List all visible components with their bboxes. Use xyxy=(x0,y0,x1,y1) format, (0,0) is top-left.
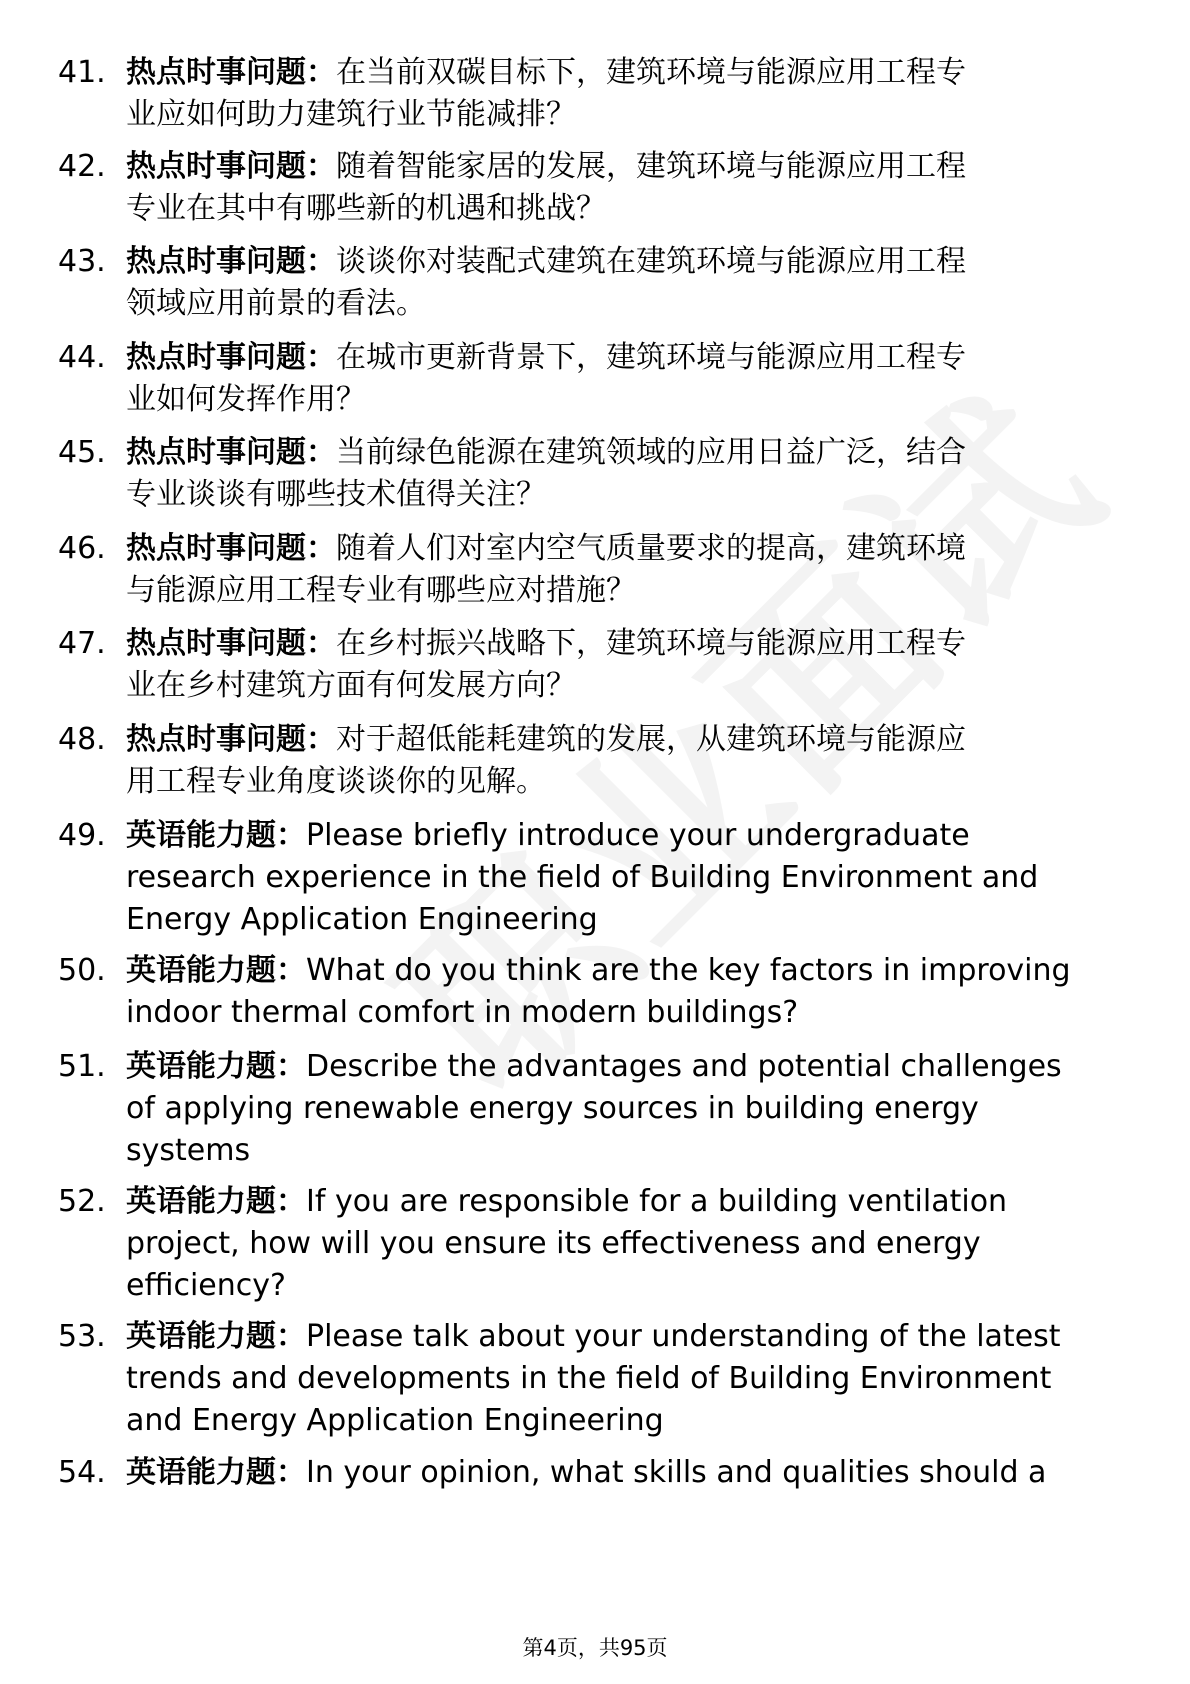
question-number: 54. xyxy=(58,1455,106,1490)
question-text: 热点时事问题：在乡村振兴战略下，建筑环境与能源应用工程专 业在乡村建筑方面有何发展方向？ xyxy=(126,626,966,703)
question-text: 英语能力题：Please briefly introduce your undergraduate research experience in the field of Building Environment and Energy Application Engineering xyxy=(126,818,1039,937)
question-number: 42. xyxy=(58,149,106,184)
question-category: 英语能力题： xyxy=(126,818,306,853)
question-category: 热点时事问题： xyxy=(126,244,336,279)
question-number: 43. xyxy=(58,244,106,279)
question-text: 热点时事问题：在当前双碳目标下，建筑环境与能源应用工程专 业应如何助力建筑行业节能减排？ xyxy=(126,55,966,132)
question-category: 英语能力题： xyxy=(126,1319,306,1354)
question-number: 45. xyxy=(58,435,106,470)
question-text: 英语能力题：What do you think are the key factors in improving indoor thermal comfort in modern buildings? xyxy=(126,953,1071,1030)
question-text: 热点时事问题：随着智能家居的发展，建筑环境与能源应用工程 专业在其中有哪些新的机遇和挑战？ xyxy=(126,149,966,226)
question-category: 热点时事问题： xyxy=(126,149,336,184)
question-category: 热点时事问题： xyxy=(126,340,336,375)
question-category: 英语能力题： xyxy=(126,1049,306,1084)
question-category: 英语能力题： xyxy=(126,1184,306,1219)
question-text: 英语能力题：In your opinion, what skills and qualities should a xyxy=(126,1455,1047,1490)
question-text: 热点时事问题：对于超低能耗建筑的发展，从建筑环境与能源应 用工程专业角度谈谈你的见解。 xyxy=(126,722,966,799)
question-number: 41. xyxy=(58,55,106,90)
question-number: 46. xyxy=(58,531,106,566)
question-number: 47. xyxy=(58,626,106,661)
question-text: 英语能力题：Describe the advantages and potential challenges of applying renewable energy sources in building energy systems xyxy=(126,1049,1062,1168)
question-category: 英语能力题： xyxy=(126,953,306,988)
question-number: 52. xyxy=(58,1184,106,1219)
question-text: 英语能力题：If you are responsible for a building ventilation project, how will you ensure its effectiveness and energy efficiency? xyxy=(126,1184,1008,1303)
page-footer: 第4页，共95页 xyxy=(522,1636,668,1660)
question-category: 英语能力题： xyxy=(126,1455,306,1490)
question-number: 49. xyxy=(58,818,106,853)
question-category: 热点时事问题： xyxy=(126,435,336,470)
question-number: 50. xyxy=(58,953,106,988)
question-number: 53. xyxy=(58,1319,106,1354)
question-category: 热点时事问题： xyxy=(126,531,336,566)
question-number: 44. xyxy=(58,340,106,375)
question-category: 热点时事问题： xyxy=(126,722,336,757)
question-number: 48. xyxy=(58,722,106,757)
question-category: 热点时事问题： xyxy=(126,55,336,90)
question-category: 热点时事问题： xyxy=(126,626,336,661)
question-text: 热点时事问题：当前绿色能源在建筑领域的应用日益广泛，结合 专业谈谈有哪些技术值得关注？ xyxy=(126,435,966,512)
question-text: 英语能力题：Please talk about your understanding of the latest trends and developments in the field of Building Environment and Energy Application Engineering xyxy=(126,1319,1061,1438)
question-text: 热点时事问题：随着人们对室内空气质量要求的提高，建筑环境 与能源应用工程专业有哪些应对措施？ xyxy=(126,531,966,608)
question-text: 热点时事问题：谈谈你对装配式建筑在建筑环境与能源应用工程 领域应用前景的看法。 xyxy=(126,244,966,321)
question-number: 51. xyxy=(58,1049,106,1084)
question-text: 热点时事问题：在城市更新背景下，建筑环境与能源应用工程专 业如何发挥作用？ xyxy=(126,340,966,417)
